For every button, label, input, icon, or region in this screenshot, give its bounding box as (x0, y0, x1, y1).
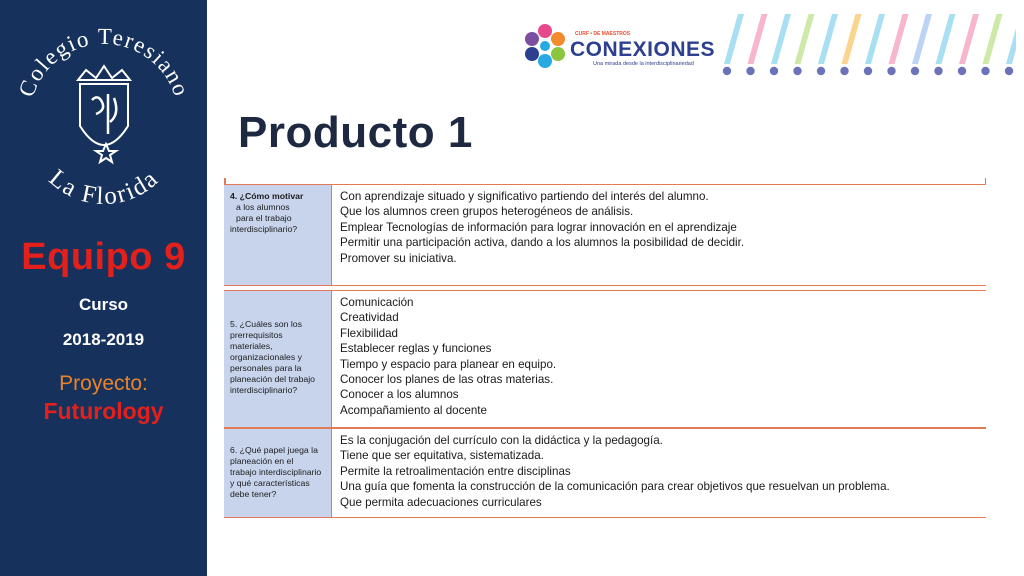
question-line: 4. ¿Cómo motivar (230, 191, 304, 201)
course-label: Curso (78, 295, 129, 314)
logo-name: CONEXIONES (570, 38, 716, 61)
question-line: organizacionales y (230, 352, 302, 362)
question-line: para el trabajo (236, 213, 292, 223)
answer-line: Es la conjugación del currículo con la didáctica y la pedagogía. (340, 434, 663, 447)
answer-line: Creatividad (340, 311, 399, 325)
stripe-dot (887, 67, 895, 75)
stripe-dot (958, 67, 966, 75)
stripe-dot (723, 67, 731, 75)
stripe-dot (864, 67, 872, 75)
question-line: 6. ¿Qué papel juega la (230, 445, 318, 455)
question-cell (224, 185, 332, 285)
svg-text:La Florida (44, 164, 164, 210)
logo-subtitle: Una mirada desde la interdisciplinariedad (593, 61, 694, 67)
question-line: planeación en el (230, 456, 294, 466)
answer-line: Conocer los planes de las otras materias. (340, 373, 554, 387)
school-year: 2018-2019 (62, 330, 145, 349)
answer-line: Flexibilidad (340, 326, 398, 340)
answer-line: Una guía que fomenta la construcción de la comunicación para crear objetivos que resuelvan un problema. (340, 480, 890, 494)
logo-tag: CURF • DE MAESTROS (575, 31, 631, 37)
answer-cell (340, 189, 980, 266)
answer-line: Que los alumnos creen grupos heterogéneos de análisis. (340, 205, 634, 219)
team-name: Equipo 9 (21, 236, 186, 278)
table-row (224, 290, 986, 428)
question-line: interdisciplinario? (230, 385, 298, 395)
answer-line: Tiene que ser equitativa, sistematizada. (340, 449, 544, 463)
table-row (224, 184, 986, 286)
answer-line: Acompañamiento al docente (340, 403, 487, 417)
stripe (818, 14, 838, 64)
stripe (1006, 14, 1016, 64)
answer-line: Conocer a los alumnos (340, 388, 459, 402)
stripe (771, 14, 791, 64)
project-label: Proyecto: (59, 372, 148, 395)
answer-line: Permite la retroalimentación entre disciplinas (340, 464, 571, 478)
stripe-dot (793, 67, 801, 75)
decorative-stripes (716, 12, 1016, 78)
sidebar (0, 0, 207, 576)
question-line: planeación del trabajo (230, 374, 316, 384)
seal-top-text: Colegio Teresiano (13, 23, 195, 101)
question-line: y qué características (230, 478, 310, 488)
question-cell (224, 429, 332, 517)
answer-line: Con aprendizaje situado y significativo partiendo del interés del alumno. (340, 190, 709, 203)
stripe (748, 14, 768, 64)
page-title: Producto 1 (238, 108, 473, 157)
stripe (795, 14, 815, 64)
question-line: 5. ¿Cuáles son los (230, 319, 302, 329)
stripe-dot (911, 67, 919, 75)
question-line: materiales, (230, 341, 273, 351)
stripe-dot (770, 67, 778, 75)
question-cell (224, 291, 332, 427)
question-line: prerrequisitos (230, 330, 283, 340)
stripe (936, 14, 956, 64)
answer-line: Tiempo y espacio para planear en equipo. (340, 357, 557, 371)
answer-line: Permitir una participación activa, dando a los alumnos la posibilidad de decidir. (340, 236, 745, 250)
school-seal-logo (8, 22, 200, 214)
crest-icon (78, 66, 130, 162)
question-line: trabajo interdisciplinario (230, 467, 322, 477)
stripe (724, 14, 744, 64)
answer-line: Establecer reglas y funciones (340, 342, 492, 356)
stripe (865, 14, 885, 64)
stripe-dot (746, 67, 754, 75)
stripe-dot (934, 67, 942, 75)
stripe (912, 14, 932, 64)
stripe (959, 14, 979, 64)
question-line: interdisciplinario? (230, 224, 298, 234)
stripe-dot (1005, 67, 1013, 75)
question-line: a los alumnos (236, 202, 290, 212)
stripe-dot (817, 67, 825, 75)
answer-line: Emplear Tecnologías de información para lograr innovación en el aprendizaje (340, 220, 737, 234)
answer-line: Promover su iniciativa. (340, 251, 457, 265)
svg-text:Colegio Teresiano (14, 24, 195, 100)
answer-line: Que permita adecuaciones curriculares (340, 495, 542, 509)
stripe-dot (981, 67, 989, 75)
project-name: Futurology (43, 398, 164, 424)
answer-cell (340, 295, 980, 418)
table-row (224, 428, 986, 518)
question-line: debe tener? (230, 489, 277, 499)
answer-cell (340, 433, 980, 510)
stripe (983, 14, 1003, 64)
answer-line: Comunicación (340, 296, 414, 309)
stripe (842, 14, 862, 64)
stripe (889, 14, 909, 64)
question-line: personales para la (230, 363, 302, 373)
stripe-dot (840, 67, 848, 75)
seal-bottom-text: La Florida (43, 164, 165, 211)
